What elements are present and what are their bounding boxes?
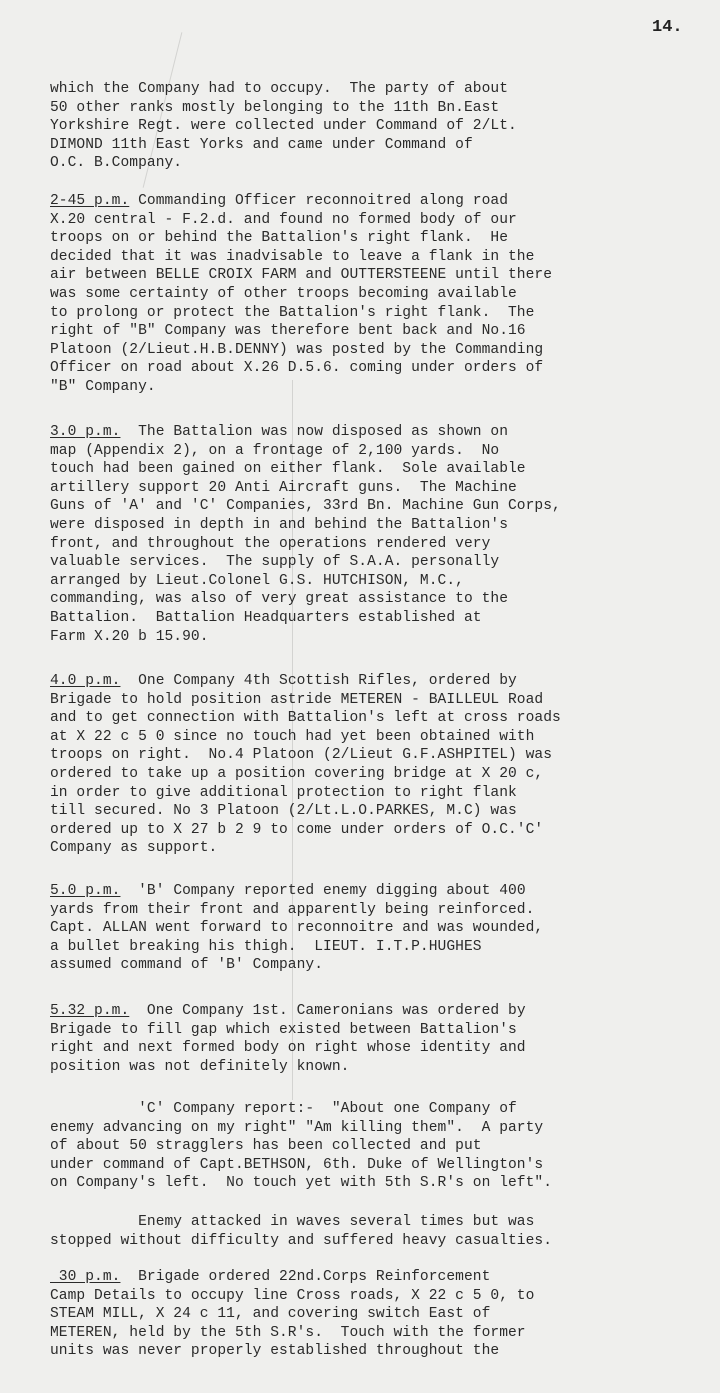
text-line (50, 609, 718, 628)
line-text: The Battalion was now disposed as shown on (120, 424, 509, 440)
line-text: Brigade to fill gap which existed between Battalion's (50, 1021, 517, 1038)
line-text: 50 other ranks mostly belonging to the 11th Bn.East (50, 99, 500, 116)
line-text: enemy advancing on my right" "Am killing them". A party (50, 1119, 544, 1136)
paragraph (50, 1002, 718, 1076)
text-line (50, 460, 718, 479)
line-text: air between BELLE CROIX FARM and OUTTERSTEENE until there (50, 267, 553, 284)
line-text: valuable services. The supply of S.A.A. personally (50, 554, 500, 571)
line-text: Guns of 'A' and 'C' Companies, 33rd Bn. Machine Gun Corps, (50, 498, 561, 515)
text-line (50, 423, 718, 442)
paragraph (50, 882, 718, 975)
line-text: to prolong or protect the Battalion's right flank. The (50, 304, 535, 321)
text-line (50, 359, 718, 378)
text-line (50, 1021, 718, 1040)
text-line (50, 765, 718, 784)
text-line (50, 266, 718, 285)
text-line (50, 341, 718, 360)
text-line (50, 322, 718, 341)
text-line (50, 229, 718, 248)
line-text: in order to give additional protection to right flank (50, 784, 517, 801)
text-line (50, 709, 718, 728)
text-line (50, 572, 718, 591)
text-line (50, 497, 718, 516)
text-line (50, 211, 718, 230)
text-line (50, 728, 718, 747)
paragraph (50, 192, 718, 397)
line-text: Officer on road about X.26 D.5.6. coming under orders of (50, 360, 544, 377)
line-text: "B" Company. (50, 378, 156, 395)
text-line (50, 784, 718, 803)
page-number: 14. (652, 18, 683, 37)
text-line (50, 516, 718, 535)
line-text: commanding, was also of very great assistance to the (50, 591, 508, 608)
text-line (50, 1305, 718, 1324)
text-line (50, 1287, 718, 1306)
text-line (50, 1100, 718, 1119)
line-text: right of "B" Company was therefore bent back and No.16 (50, 323, 526, 340)
line-text: at X 22 c 5 0 since no touch had yet been obtained with (50, 728, 535, 745)
paragraph (50, 1268, 718, 1361)
line-text: under command of Capt.BETHSON, 6th. Duke of Wellington's (50, 1156, 544, 1173)
text-line (50, 154, 718, 173)
line-text: Platoon (2/Lieut.H.B.DENNY) was posted by the Commanding (50, 341, 544, 358)
text-line (50, 1156, 718, 1175)
paragraph (50, 1213, 718, 1250)
line-text: DIMOND 11th East Yorks and came under Command of (50, 136, 473, 153)
text-line (50, 1039, 718, 1058)
text-line (50, 1232, 718, 1251)
paragraph (50, 80, 718, 173)
text-line (50, 746, 718, 765)
line-text: One Company 1st. Cameronians was ordered by (129, 1003, 526, 1019)
line-text: yards from their front and apparently being reinforced. (50, 901, 535, 918)
text-line (50, 553, 718, 572)
line-text: Yorkshire Regt. were collected under Command of 2/Lt. (50, 118, 517, 135)
line-text: Camp Details to occupy line Cross roads, X 22 c 5 0, to (50, 1287, 535, 1304)
text-line (50, 378, 718, 397)
text-line (50, 1119, 718, 1138)
line-text: ordered up to X 27 b 2 9 to come under orders of O.C.'C' (50, 821, 544, 838)
line-text: STEAM MILL, X 24 c 11, and covering switch East of (50, 1306, 491, 1323)
line-text: were disposed in depth in and behind the Battalion's (50, 516, 508, 533)
text-line (50, 1342, 718, 1361)
text-line (50, 691, 718, 710)
text-line (50, 248, 718, 267)
text-line (50, 136, 718, 155)
line-text: and to get connection with Battalion's left at cross roads (50, 710, 561, 727)
time-stamp: 2-45 p.m. (50, 193, 130, 209)
line-text: Enemy attacked in waves several times but was (50, 1214, 535, 1230)
text-line (50, 839, 718, 858)
line-text: till secured. No 3 Platoon (2/Lt.L.O.PARKES, M.C) was (50, 803, 517, 820)
text-line (50, 1213, 718, 1232)
text-line (50, 535, 718, 554)
text-line (50, 1002, 718, 1021)
line-text: 'B' Company reported enemy digging about 400 (120, 883, 526, 899)
text-line (50, 1268, 718, 1287)
text-line (50, 672, 718, 691)
paragraph (50, 423, 718, 646)
line-text: decided that it was inadvisable to leave a flank in the (50, 248, 535, 265)
time-stamp: 4.0 p.m. (50, 673, 121, 689)
line-text: troops on right. No.4 Platoon (2/Lieut G.F.ASHPITEL) was (50, 747, 553, 764)
paragraph (50, 1100, 718, 1193)
text-line (50, 304, 718, 323)
line-text: METEREN, held by the 5th S.R's. Touch with the former (50, 1324, 526, 1341)
line-text: which the Company had to occupy. The party of about (50, 81, 508, 97)
line-text: Capt. ALLAN went forward to reconnoitre and was wounded, (50, 920, 544, 937)
text-line (50, 802, 718, 821)
line-text: of about 50 stragglers has been collected and put (50, 1138, 482, 1155)
line-text: position was not definitely known. (50, 1058, 350, 1075)
text-line (50, 80, 718, 99)
time-stamp: 5.0 p.m. (50, 883, 121, 899)
line-text: a bullet breaking his thigh. LIEUT. I.T.P.HUGHES (50, 938, 482, 955)
paragraph (50, 672, 718, 858)
time-stamp: 5.32 p.m. (50, 1003, 130, 1019)
line-text: 'C' Company report:- "About one Company of (50, 1101, 517, 1117)
line-text: assumed command of 'B' Company. (50, 957, 324, 974)
text-line (50, 956, 718, 975)
text-line (50, 192, 718, 211)
line-text: Brigade to hold position astride METEREN - BAILLEUL Road (50, 691, 544, 708)
line-text: stopped without difficulty and suffered heavy casualties. (50, 1232, 553, 1249)
time-stamp: 30 p.m. (50, 1269, 121, 1285)
line-text: map (Appendix 2), on a frontage of 2,100 yards. No (50, 442, 500, 459)
line-text: One Company 4th Scottish Rifles, ordered by (120, 673, 517, 689)
text-line (50, 628, 718, 647)
line-text: Brigade ordered 22nd.Corps Reinforcement (120, 1269, 491, 1285)
line-text: O.C. B.Company. (50, 155, 183, 172)
text-line (50, 901, 718, 920)
line-text: artillery support 20 Anti Aircraft guns. The Machine (50, 479, 517, 496)
line-text: Battalion. Battalion Headquarters established at (50, 609, 482, 626)
text-line (50, 1058, 718, 1077)
text-line (50, 99, 718, 118)
line-text: units was never properly established throughout the (50, 1343, 500, 1360)
text-line (50, 590, 718, 609)
text-line (50, 919, 718, 938)
line-text: troops on or behind the Battalion's right flank. He (50, 230, 508, 247)
text-line (50, 1174, 718, 1193)
time-stamp: 3.0 p.m. (50, 424, 121, 440)
line-text: Farm X.20 b 15.90. (50, 628, 209, 645)
text-line (50, 117, 718, 136)
text-line (50, 882, 718, 901)
text-line (50, 821, 718, 840)
line-text: Company as support. (50, 840, 218, 857)
text-line (50, 442, 718, 461)
text-line (50, 938, 718, 957)
line-text: X.20 central - F.2.d. and found no formed body of our (50, 211, 517, 228)
text-line (50, 1137, 718, 1156)
line-text: front, and throughout the operations rendered very (50, 535, 491, 552)
text-line (50, 479, 718, 498)
line-text: Commanding Officer reconnoitred along road (129, 193, 509, 209)
line-text: was some certainty of other troops becoming available (50, 285, 517, 302)
line-text: touch had been gained on either flank. Sole available (50, 461, 526, 478)
text-line (50, 285, 718, 304)
line-text: ordered to take up a position covering bridge at X 20 c, (50, 765, 544, 782)
text-line (50, 1324, 718, 1343)
line-text: arranged by Lieut.Colonel G.S. HUTCHISON, M.C., (50, 572, 464, 589)
line-text: on Company's left. No touch yet with 5th S.R's on left". (50, 1175, 553, 1192)
line-text: right and next formed body on right whose identity and (50, 1040, 526, 1057)
